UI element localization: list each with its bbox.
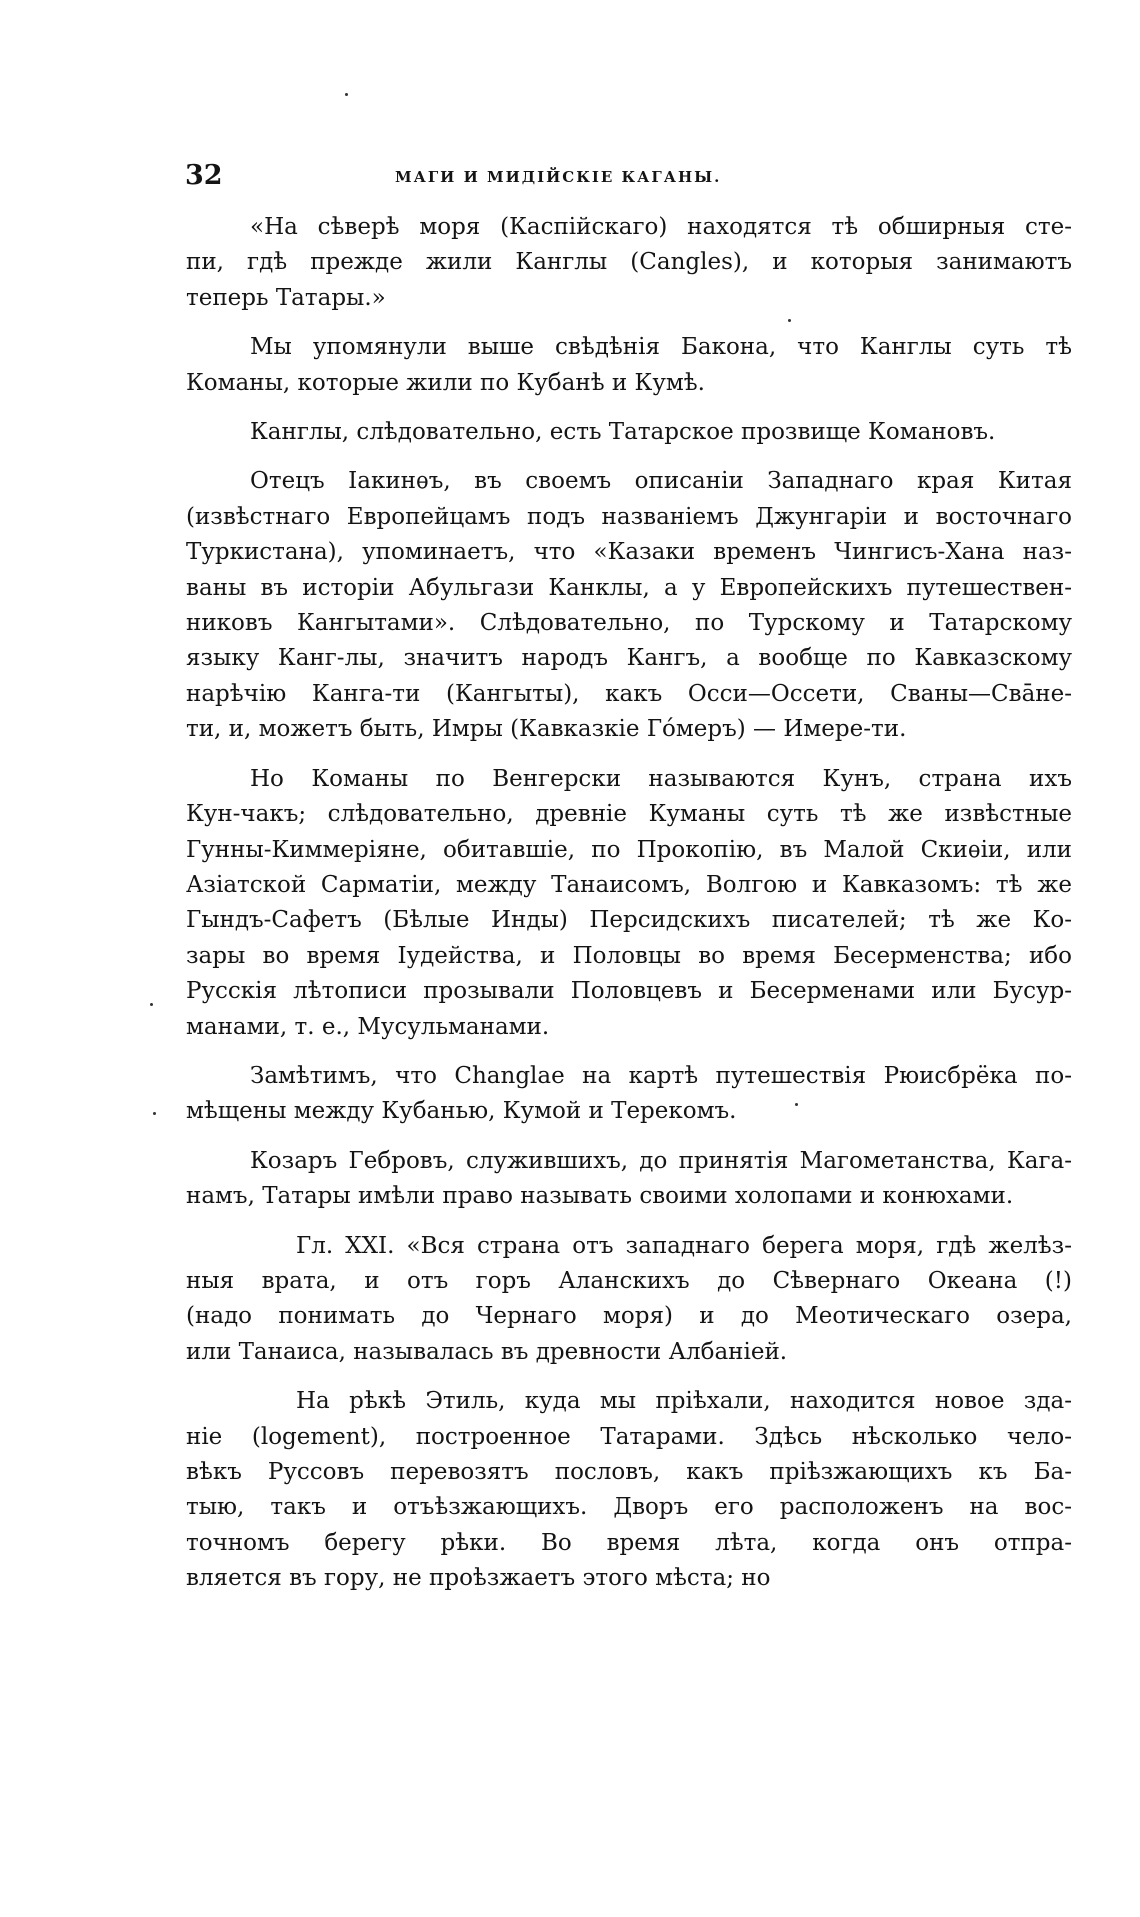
running-head [185,160,1065,196]
text-line: зары во время Іудейства, и Половцы во время Бесерменства; ибо [186,942,1072,969]
text-line: ти, и, можетъ быть, Имры (Кавказкіе Гóмеръ) — Имере-ти. [186,716,907,743]
body-text [186,210,1072,1611]
print-speck [153,1112,156,1115]
print-speck [788,319,791,322]
paragraph [186,1059,1072,1130]
text-line: ныя врата, и отъ горъ Аланскихъ до Сѣвернаго Океана (!) [186,1267,1072,1294]
text-line: ваны въ исторіи Абульгази Канклы, а у Европейскихъ путешествен- [186,574,1072,601]
paragraph [186,210,1072,316]
text-line: Канглы, слѣдовательно, есть Татарское прозвище Комановъ. [250,419,996,446]
paragraph [186,464,1072,747]
text-line: Гл. XXI. «Вся страна отъ западнаго берега моря, гдѣ желѣз- [296,1232,1072,1259]
text-line: Отецъ Іакинѳъ, въ своемъ описаніи Западнаго края Китая [250,468,1072,495]
paragraph [186,1229,1072,1371]
text-line: (извѣстнаго Европейцамъ подъ названіемъ Джунгаріи и восточнаго [186,503,1072,530]
text-line: Гындъ-Сафетъ (Бѣлые Инды) Персидскихъ писателей; тѣ же Ко- [186,907,1072,934]
text-line: точномъ берегу рѣки. Во время лѣта, когда онъ отпра- [186,1529,1072,1556]
paragraph [186,1144,1072,1215]
text-line: вляется въ гору, не проѣзжаетъ этого мѣста; но [186,1565,771,1592]
text-line: Команы, которые жили по Кубанѣ и Кумѣ. [186,369,705,396]
text-line: «На сѣверѣ моря (Каспійскаго) находятся тѣ обширныя сте- [250,214,1072,240]
text-line: Кун-чакъ; слѣдовательно, древніе Куманы суть тѣ же извѣстные [186,801,1072,828]
paragraph [186,330,1072,401]
paragraph [186,762,1072,1045]
text-line: языку Канг-лы, значитъ народъ Кангъ, а вообще по Кавказскому [186,645,1072,672]
text-line: намъ, Татары имѣли право называть своими холопами и конюхами. [186,1183,1014,1210]
text-line: Но Команы по Венгерски называются Кунъ, страна ихъ [250,765,1072,792]
text-line: теперь Татары.» [186,284,386,311]
text-line: никовъ Кангытами». Слѣдовательно, по Турскому и Татарскому [186,610,1072,637]
print-speck [150,1003,153,1006]
paragraph [186,415,1072,450]
text-line: Туркистана), упоминаетъ, что «Казаки временъ Чингисъ-Хана наз- [186,539,1072,566]
text-line: Азіатской Сарматіи, между Танаисомъ, Волгою и Кавказомъ: тѣ же [186,871,1072,898]
text-line: Мы упомянули выше свѣдѣнія Бакона, что Канглы суть тѣ [250,334,1072,361]
text-line: тыю, такъ и отъѣзжающихъ. Дворъ его расположенъ на вос- [186,1494,1072,1521]
text-line: Русскія лѣтописи прозывали Половцевъ и Бесерменами или Бусур- [186,978,1072,1005]
text-line: манами, т. е., Мусульманами. [186,1013,550,1040]
page-number: 32 [185,160,223,191]
text-line: или Танаиса, называлась въ древности Албаніей. [186,1338,788,1365]
text-line: Замѣтимъ, что Changlae на картѣ путешествія Рюисбрёка по- [250,1062,1072,1089]
text-line: нарѣчію Канга-ти (Кангыты), какъ Осси—Оссети, Сваны—Свāне- [186,680,1072,707]
text-line: мѣщены между Кубанью, Кумой и Терекомъ. [186,1098,737,1125]
print-speck [345,93,348,96]
text-line: вѣкъ Руссовъ перевозятъ пословъ, какъ пріѣзжающихъ къ Ба- [186,1459,1072,1485]
paragraph [186,1384,1072,1596]
print-speck [795,1103,798,1106]
text-line: ніе (logement), построенное Татарами. Здѣсь нѣсколько чело- [186,1423,1072,1450]
text-line: пи, гдѣ прежде жили Канглы (Cangles), и которыя занимаютъ [186,249,1072,276]
text-line: (надо понимать до Чернаго моря) и до Меотическаго озера, [186,1303,1072,1330]
text-line: Козаръ Гебровъ, служившихъ, до принятія Магометанства, Кага- [250,1147,1072,1174]
running-title: МАГИ И МИДІЙСКІЕ КАГАНЫ. [395,168,722,186]
text-line: Гунны-Киммеріяне, обитавшіе, по Прокопію, въ Малой Скиѳіи, или [186,836,1072,863]
text-line: На рѣкѣ Этиль, куда мы пріѣхали, находится новое зда- [296,1388,1072,1415]
